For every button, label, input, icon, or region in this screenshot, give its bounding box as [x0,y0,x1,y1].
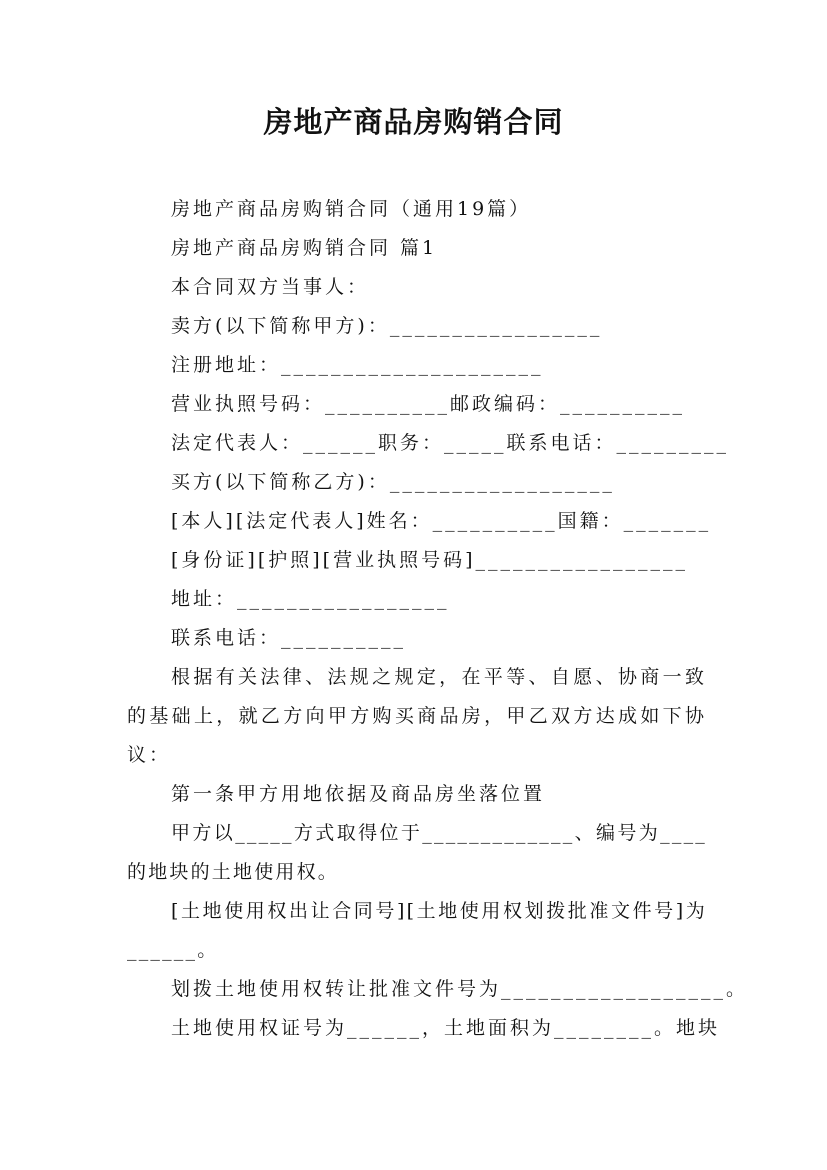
paragraph-registered-address: 注册地址：_____________________ [171,354,544,376]
paragraph-phone: 联系电话：__________ [171,627,407,649]
paragraph-chapter-heading: 房地产商品房购销合同 篇1 [171,237,438,259]
paragraph-buyer: 买方(以下简称乙方)：__________________ [171,471,615,493]
paragraph-contract-number: [土地使用权出让合同号][土地使用权划拨批准文件号]为______。 [127,900,707,961]
paragraph-transfer-approval: 划拨土地使用权转让批准文件号为__________________。 [171,978,749,1000]
paragraph-parties-intro: 本合同双方当事人： [171,276,370,298]
paragraph-license-postcode: 营业执照号码：__________邮政编码：__________ [171,393,686,415]
paragraph-seller: 卖方(以下简称甲方)：_________________ [171,315,603,337]
paragraph-address: 地址：_________________ [171,588,450,610]
paragraph-subtitle: 房地产商品房购销合同（通用19篇） [171,198,532,220]
document-body [127,190,749,1048]
paragraph-land-certificate: 土地使用权证号为______，土地面积为________。地块 [171,1017,721,1039]
paragraph-article-1-heading: 第一条甲方用地依据及商品房坐落位置 [171,783,546,805]
paragraph-id-number: [身份证][护照][营业执照号码]_________________ [171,549,688,571]
paragraph-legal-rep: 法定代表人：______职务：_____联系电话：_________ [171,432,730,454]
paragraph-preamble: 根据有关法律、法规之规定，在平等、自愿、协商一致的基础上，就乙方向甲方购买商品房，甲乙双方达成如下协议： [127,666,707,766]
paragraph-land-acquisition: 甲方以_____方式取得位于_____________、编号为____的地块的土地使用权。 [127,822,707,883]
document-title: 房地产商品房购销合同 [263,105,564,139]
paragraph-name-nationality: [本人][法定代表人]姓名：__________国籍：_______ [171,510,712,532]
